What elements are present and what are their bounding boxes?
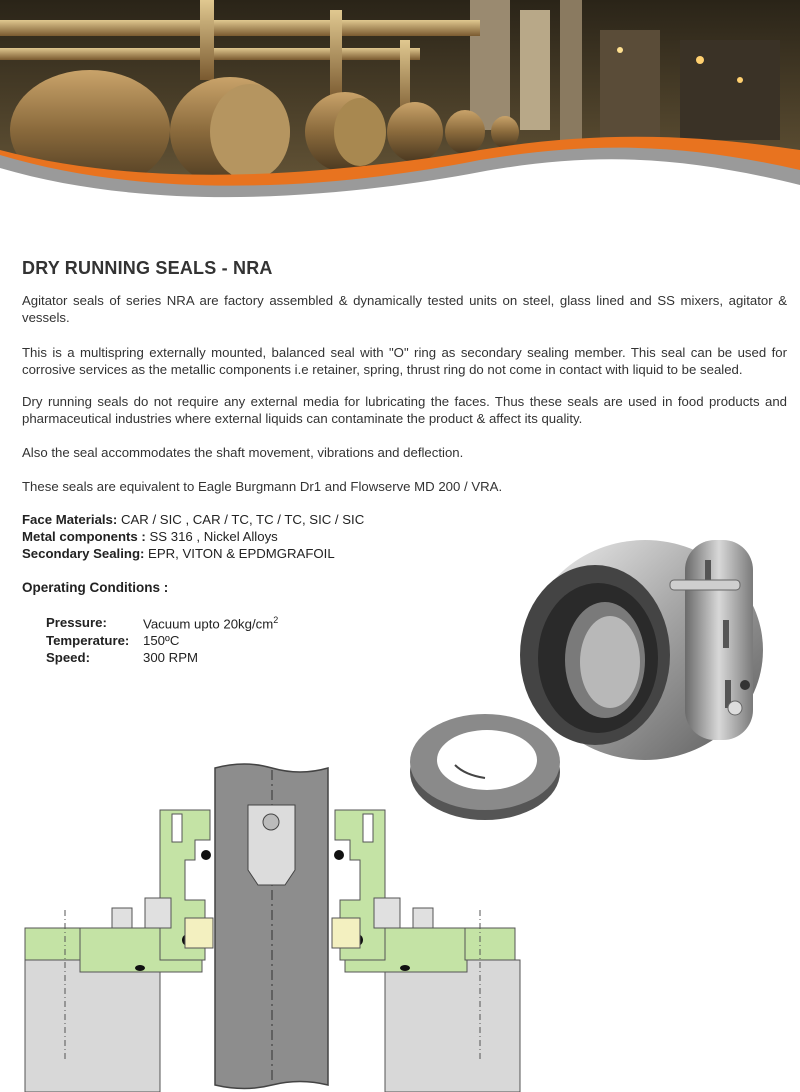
header-banner-image bbox=[0, 0, 800, 210]
operating-conditions-title: Operating Conditions : bbox=[22, 580, 169, 595]
table-row bbox=[46, 612, 278, 632]
pressure-value: Vacuum upto 20kg/cm bbox=[143, 616, 274, 632]
condition-label: Pressure: bbox=[46, 614, 107, 630]
table-row bbox=[46, 632, 278, 649]
condition-label: Speed: bbox=[46, 650, 90, 666]
condition-value: 300 RPM bbox=[143, 650, 198, 666]
equivalence-paragraph: These seals are equivalent to Eagle Burgmann Dr1 and Flowserve MD 200 / VRA. bbox=[22, 479, 503, 494]
spec-value: CAR / SIC , CAR / TC, TC / TC, SIC / SIC bbox=[117, 512, 365, 527]
spec-metal-components bbox=[22, 528, 278, 546]
spec-label: Metal components : bbox=[22, 529, 146, 544]
page-title: DRY RUNNING SEALS - NRA bbox=[22, 258, 273, 278]
condition-value: 150ºC bbox=[143, 633, 180, 649]
operating-conditions-table bbox=[46, 612, 278, 666]
spec-label: Face Materials: bbox=[22, 512, 118, 527]
shaft-movement-paragraph: Also the seal accommodates the shaft movement, vibrations and deflection. bbox=[22, 445, 464, 460]
seal-cross-section-diagram bbox=[20, 760, 525, 1092]
pressure-superscript: 2 bbox=[273, 615, 279, 625]
description-paragraph: This is a multispring externally mounted, balanced seal with "O" ring as secondary sealing member. This seal can be used for corrosive services as the metallic components i.e retainer, spring, thrust ring do not come in contact with liquid to be sealed. bbox=[22, 345, 787, 377]
spec-secondary-sealing bbox=[22, 545, 335, 563]
condition-label: Temperature: bbox=[46, 633, 130, 649]
dry-running-paragraph: Dry running seals do not require any external media for lubricating the faces. Thus these seals are used in food products and pharmaceutical industries where external liquids can contaminate the product & affect its quality. bbox=[22, 394, 787, 426]
spec-value: SS 316 , Nickel Alloys bbox=[145, 529, 278, 544]
condition-value bbox=[143, 612, 278, 632]
spec-label: Secondary Sealing: bbox=[22, 546, 145, 561]
intro-paragraph: Agitator seals of series NRA are factory assembled & dynamically tested units on steel, glass lined and SS mixers, agitator & vessels. bbox=[22, 293, 787, 325]
spec-face-materials bbox=[22, 511, 364, 529]
table-row bbox=[46, 649, 278, 666]
spec-value: EPR, VITON & EPDMGRAFOIL bbox=[144, 546, 335, 561]
